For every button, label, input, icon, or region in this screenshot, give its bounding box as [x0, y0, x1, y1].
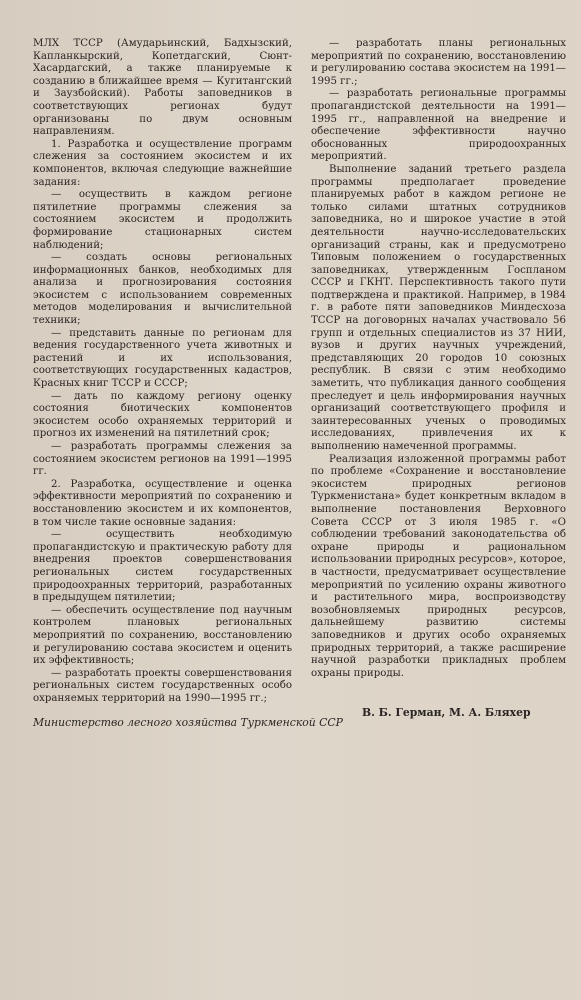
list-item: — разработать региональные программы пропагандистской деятельности на 1991—1995 гг., направленной на внедрение и обеспечение эффективности научно обоснованных природоохранных мероприятий.	[311, 88, 566, 163]
list-item: — дать по каждому региону оценку состояния биотических компонентов экосистем особо охраняемых территорий и прогноз их изменений на пятилетний срок;	[33, 390, 292, 440]
organization-name: Министерство лесного хозяйства Туркменской ССР	[33, 716, 343, 729]
paragraph: МЛХ ТССР (Амударьинский, Бадхызский, Капланкырский, Копетдагский, Сюнт-Хасардагский, а также планируемые к созданию в ближайшее время — Кугитангский и Заузбойский). Работы заповедников в соответствующих регионах будут организованы по двум основным направлениям.	[33, 38, 292, 138]
paragraph: Выполнение заданий третьего раздела программы предполагает проведение планируемых работ в каждом регионе не только силами штатных сотрудников заповедника, но и широкое участие в этой деятельности научно-исследовательских организаций страны, как и предусмотрено Типовым положением о государственных заповедниках, утвержденным Госпланом СССР и ГКНТ. Перспективность такого пути подтверждена и практикой. Например, в 1984 г. в работе пяти заповедников Миндесхоза ТССР на договорных началах участвовало 56 групп и отдельных специалистов из 37 НИИ, вузов и других научных учреждений, представляющих 20 городов 10 союзных республик. В связи с этим необходимо заметить, что публикация данного сообщения преследует и цель информирования научных организаций соответствующего профиля и заинтересованных ученых о проводимых исследованиях, привлечения их к выполнению намеченной программы.	[311, 163, 566, 452]
list-item: — осуществить в каждом регионе пятилетние программы слежения за состоянием экосистем и продолжить формирование стационарных систем наблюдений;	[33, 189, 292, 251]
list-item: — разработать планы региональных мероприятий по сохранению, восстановлению и регулированию состава экосистем на 1991—1995 гг.;	[311, 38, 566, 87]
list-item: — разработать программы слежения за состоянием экосистем регионов на 1991—1995 гг.	[33, 441, 292, 478]
list-item: — представить данные по регионам для ведения государственного учета животных и растений и их использования, соответствующих государственных кадастров, Красных книг ТССР и СССР;	[33, 327, 292, 390]
paragraph: Реализация изложенной программы работ по проблеме «Сохранение и восстановление экосистем природных регионов Туркменистана» будет конкретным вкладом в выполнение постановления Верховного Совета СССР от 3 июля 1985 г. «О соблюдении требований законодательства об охране природы и рациональном использовании природных ресурсов», которое, в частности, предусматривает осуществление мероприятий по усилению охраны животного и растительного мира, воспроизводству возобновляемых природных ресурсов, дальнейшему развитию системы заповедников и других особо охраняемых природных территорий, а также расширение научной разработки прикладных проблем охраны природы.	[311, 453, 566, 679]
list-item: — разработать проекты совершенствования региональных систем государственных особо охраняемых территорий на 1990—1995 гг.;	[33, 667, 292, 704]
paragraph: 1. Разработка и осуществление программ слежения за состоянием экосистем и их компонентов, включая следующие важнейшие задания:	[33, 138, 292, 188]
paragraph: 2. Разработка, осуществление и оценка эффективности мероприятий по сохранению и восстановлению экосистем и их компонентов, в том числе такие основные задания:	[33, 478, 292, 528]
list-item: — осуществить необходимую пропагандистскую и практическую работу для внедрения проектов совершенствования региональных систем государственных природоохранных территорий, разработанных в предыдущем пятилетии;	[33, 529, 292, 604]
left-column	[33, 38, 292, 705]
right-column	[311, 38, 566, 680]
list-item: — создать основы региональных информационных банков, необходимых для анализа и прогнозирования состояния экосистем с использованием современных методов моделирования и вычислительной техники;	[33, 252, 292, 327]
authors-signature: В. Б. Герман, М. А. Бляхер	[362, 706, 531, 719]
list-item: — обеспечить осуществление под научным контролем плановых региональных мероприятий по сохранению, восстановлению и регулированию состава экосистем и оценить их эффективность;	[33, 604, 292, 667]
